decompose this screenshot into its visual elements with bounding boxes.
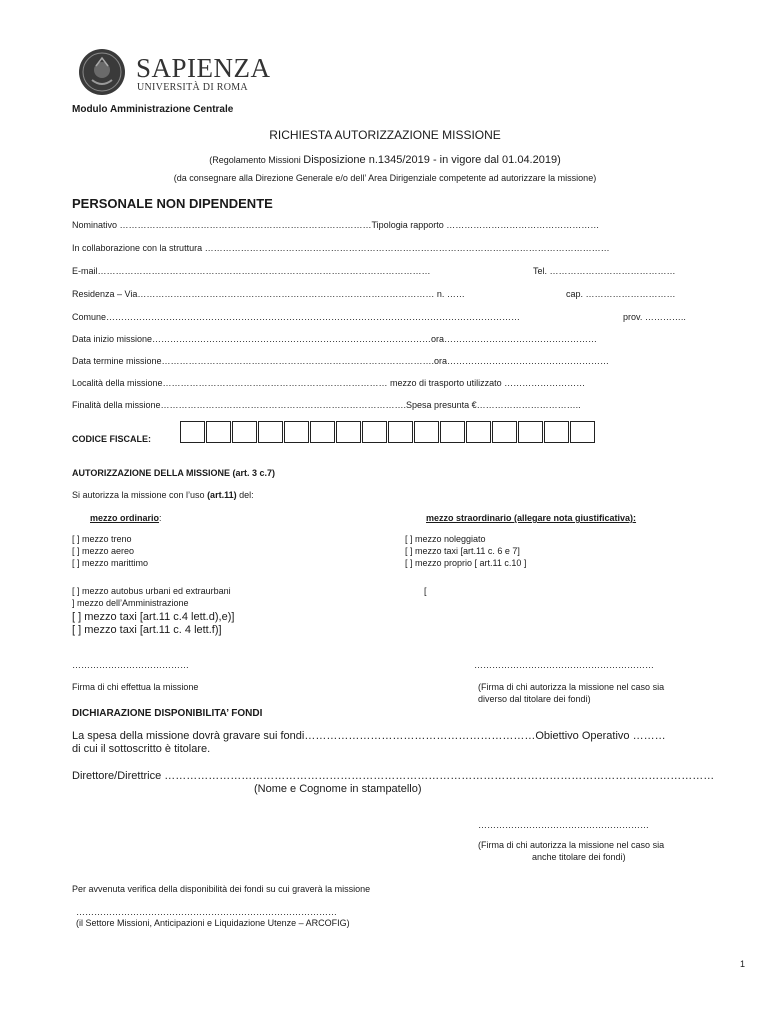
field-data-termine[interactable]: Data termine missione……………………………………………………………………………….ora……………………………………………… [72,356,610,366]
option-autobus[interactable]: [ ] mezzo autobus urbani ed extraurbani [72,586,231,596]
signature-label-authorizer-2: diverso dal titolare dei fondi) [478,694,591,704]
page-number: 1 [740,959,746,969]
authorization-heading: AUTORIZZAZIONE DELLA MISSIONE (art. 3 c.7) [72,468,276,478]
module-label: Modulo Amministrazione Centrale [72,104,234,115]
field-tel[interactable]: Tel. …………………………………… [533,266,676,276]
funds-signature-label-1: (Firma di chi autorizza la missione nel caso sia [478,840,665,850]
field-nominativo[interactable]: Nominativo …………………………………………………………………………Tipologia rapporto …………………………………………… [72,220,600,230]
signature-line-authorizer: …………………………………………………… [474,660,654,670]
intro-suffix: del: [236,490,254,500]
cf-box[interactable] [258,421,283,443]
signature-label-traveller: Firma di chi effettua la missione [72,682,199,692]
cf-box[interactable] [388,421,413,443]
cf-box[interactable] [180,421,205,443]
option-taxi-d-e[interactable]: [ ] mezzo taxi [art.11 c.4 lett.d),e)] [72,611,235,623]
cf-box[interactable] [206,421,231,443]
verification-text: Per avvenuta verifica della disponibilità dei fondi su cui graverà la missione [72,884,371,894]
cf-box[interactable] [518,421,543,443]
codice-fiscale-label: CODICE FISCALE: [72,434,152,444]
sapienza-seal-icon [78,48,126,96]
field-localita[interactable]: Località della missione………………………………………………………………… mezzo di trasporto utilizzato ……………………… [72,378,586,388]
funds-signature-line: ………………………………………………… [478,820,649,830]
option-aereo[interactable]: [ ] mezzo aereo [72,546,135,556]
verification-signature-line: …………………………………………………………………………… [76,907,337,917]
regulation-line [0,150,770,168]
regulation-main: Disposizione n.1345/2019 - in vigore dal 01.04.2019) [303,154,561,166]
cf-box[interactable] [414,421,439,443]
director-field[interactable]: Direttore/Direttrice …………………………………………………………………………………………………………………………………… [72,770,715,782]
field-email[interactable]: E-mail………………………………………………………………………………………………… [72,266,431,276]
field-finalita[interactable]: Finalità della missione……………………………………………………………………….Spesa presunta €…………………………….. [72,400,581,410]
field-data-inizio[interactable]: Data inizio missione…………………………………………………………………………………ora…………………………………………… [72,334,598,344]
university-logo [78,48,126,101]
field-residenza[interactable]: Residenza – Via……………………………………………………………………………………… n. …… [72,289,465,299]
verification-office: (il Settore Missioni, Anticipazioni e Liquidazione Utenze – ARCOFIG) [76,918,350,928]
option-noleggiato[interactable]: [ ] mezzo noleggiato [405,534,486,544]
director-subtitle: (Nome e Cognome in stampatello) [254,783,422,795]
option-marittimo[interactable]: [ ] mezzo marittimo [72,558,149,568]
logo-name: SAPIENZA [136,53,271,83]
field-struttura[interactable]: In collaborazione con la struttura ……………………………………………………………………………………………………………………… [72,243,610,253]
signature-line-traveller: ………………………………… [72,660,189,670]
cf-box[interactable] [362,421,387,443]
option-treno[interactable]: [ ] mezzo treno [72,534,132,544]
cf-box[interactable] [284,421,309,443]
straordinario-heading: mezzo straordinario (allegare nota giustificativa): [426,513,637,523]
cf-box[interactable] [232,421,257,443]
bracket-empty: [ [424,586,427,596]
cf-box[interactable] [466,421,491,443]
funds-heading: DICHIARAZIONE DISPONIBILITA’ FONDI [72,708,263,719]
delivery-note: (da consegnare alla Direzione Generale e/o dell’ Area Dirigenziale competente ad autorizzare la missione) [173,173,597,183]
cf-box[interactable] [440,421,465,443]
document-title: RICHIESTA AUTORIZZAZIONE MISSIONE [269,128,501,142]
logo-subtitle: UNIVERSITÀ DI ROMA [137,82,248,93]
option-amministrazione[interactable]: ] mezzo dell’Amministrazione [72,598,189,608]
regulation-prefix: (Regolamento Missioni [209,155,304,165]
option-taxi-6-7[interactable]: [ ] mezzo taxi [art.11 c. 6 e 7] [405,546,520,556]
ordinario-colon: : [159,513,162,523]
signature-label-authorizer-1: (Firma di chi autorizza la missione nel caso sia [478,682,665,692]
cf-box[interactable] [336,421,361,443]
funds-signature-label-2: anche titolare dei fondi) [532,852,626,862]
cf-box[interactable] [544,421,569,443]
cf-box[interactable] [570,421,595,443]
field-prov[interactable]: prov. ………….. [623,312,686,322]
option-proprio[interactable]: [ ] mezzo proprio [ art.11 c.10 ] [405,558,527,568]
field-cap[interactable]: cap. ………………………… [566,289,676,299]
funds-line-2: di cui il sottoscritto è titolare. [72,743,211,755]
intro-text: Si autorizza la missione con l’uso [72,490,208,500]
intro-article: (art.11) [207,490,237,500]
option-taxi-f[interactable]: [ ] mezzo taxi [art.11 c. 4 lett.f)] [72,624,222,636]
cf-box[interactable] [310,421,335,443]
cf-box[interactable] [492,421,517,443]
field-comune[interactable]: Comune………………………………………………………………………………………………………………………… [72,312,521,322]
authorization-intro [72,490,254,500]
ordinario-title: mezzo ordinario [90,513,160,523]
section-heading-personale: PERSONALE NON DIPENDENTE [72,196,273,211]
funds-line-1[interactable]: La spesa della missione dovrà gravare sui fondi………………………………………………………Obiettivo Operativo ……… [72,730,666,742]
ordinario-heading [90,513,162,523]
